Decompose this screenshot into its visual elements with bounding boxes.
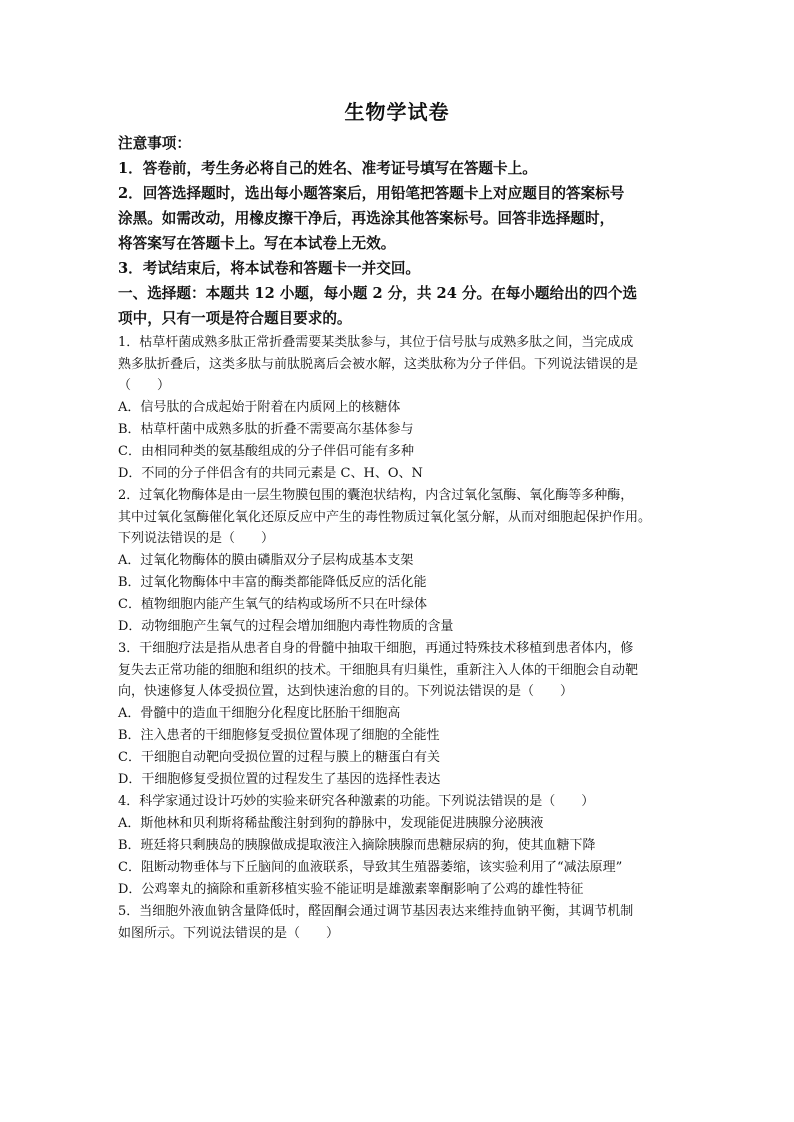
question-3-option-d: D．干细胞修复受损位置的过程发生了基因的选择性表达 bbox=[118, 772, 441, 787]
notice-item: 涂黑。如需改动，用橡皮擦干净后，再选涂其他答案标号。回答非选择题时， bbox=[118, 210, 615, 227]
question-3-stem: 3．干细胞疗法是指从患者自身的骨髓中抽取干细胞，再通过特殊技术移植到患者体内，修 bbox=[118, 641, 634, 656]
question-2-option-b: B．过氧化物酶体中丰富的酶类都能降低反应的活化能 bbox=[118, 575, 427, 590]
question-1-option-b: B．枯草杆菌中成熟多肽的折叠不需要高尔基体参与 bbox=[118, 422, 414, 437]
question-1-option-c: C．由相同种类的氨基酸组成的分子伴侣可能有多种 bbox=[118, 444, 414, 459]
question-3-stem: 复失去正常功能的细胞和组织的技术。干细胞具有归巢性，重新注入人体的干细胞会自动靶 bbox=[118, 663, 639, 678]
question-4-option-b: B．班廷将只剩胰岛的胰腺做成提取液注入摘除胰腺而患糖尿病的狗，使其血糖下降 bbox=[118, 838, 596, 853]
question-1-stem: 熟多肽折叠后，这类多肽与前肽脱离后会被水解，这类肽称为分子伴侣。下列说法错误的是 bbox=[118, 357, 639, 372]
section-heading: 项中，只有一项是符合题目要求的。 bbox=[118, 310, 352, 327]
question-1-stem: 1．枯草杆菌成熟多肽正常折叠需要某类肽参与，其位于信号肽与成熟多肽之间，当完成成 bbox=[118, 335, 634, 350]
page-title: 生物学试卷 bbox=[344, 100, 450, 124]
question-3-option-a: A．骨髓中的造血干细胞分化程度比胚胎干细胞高 bbox=[118, 706, 401, 721]
notice-item: 2．回答选择题时，选出每小题答案后，用铅笔把答题卡上对应题目的答案标号 bbox=[118, 185, 625, 202]
question-2-stem: 下列说法错误的是（ ） bbox=[118, 531, 275, 546]
question-2-option-d: D．动物细胞产生氧气的过程会增加细胞内毒性物质的含量 bbox=[118, 619, 454, 634]
notice-item: 3．考试结束后，将本试卷和答题卡一并交回。 bbox=[118, 260, 421, 277]
question-2-stem: 2．过氧化物酶体是由一层生物膜包围的囊泡状结构，内含过氧化氢酶、氧化酶等多种酶， bbox=[118, 488, 634, 503]
question-1-option-d: D．不同的分子伴侣含有的共同元素是 C、H、O、N bbox=[118, 466, 423, 481]
notice-heading: 注意事项： bbox=[118, 135, 191, 152]
question-2-option-a: A．过氧化物酶体的膜由磷脂双分子层构成基本支架 bbox=[118, 553, 414, 568]
question-3-option-c: C．干细胞自动靶向受损位置的过程与膜上的糖蛋白有关 bbox=[118, 750, 440, 765]
question-1-option-a: A．信号肽的合成起始于附着在内质网上的核糖体 bbox=[118, 400, 401, 415]
notice-item: 1．答卷前，考生务必将自己的姓名、准考证号填写在答题卡上。 bbox=[118, 160, 537, 177]
question-1-stem: （ ） bbox=[118, 378, 171, 393]
question-4-option-c: C．阻断动物垂体与下丘脑间的血液联系，导致其生殖器萎缩，该实验利用了“减法原理” bbox=[118, 860, 623, 875]
question-5-stem: 如图所示。下列说法错误的是（ ） bbox=[118, 926, 340, 941]
question-2-option-c: C．植物细胞内能产生氧气的结构或场所不只在叶绿体 bbox=[118, 597, 427, 612]
question-4-stem: 4．科学家通过设计巧妙的实验来研究各种激素的功能。下列说法错误的是（ ） bbox=[118, 794, 595, 809]
notice-item: 将答案写在答题卡上。写在本试卷上无效。 bbox=[118, 235, 396, 252]
question-5-stem: 5．当细胞外液血钠含量降低时，醛固酮会通过调节基因表达来维持血钠平衡，其调节机制 bbox=[118, 904, 634, 919]
question-3-stem: 向，快速修复人体受损位置，达到快速治愈的目的。下列说法错误的是（ ） bbox=[118, 684, 574, 699]
question-3-option-b: B．注入患者的干细胞修复受损位置体现了细胞的全能性 bbox=[118, 728, 440, 743]
question-4-option-a: A．斯他林和贝利斯将稀盐酸注射到狗的静脉中，发现能促进胰腺分泌胰液 bbox=[118, 816, 544, 831]
question-4-option-d: D．公鸡睾丸的摘除和重新移植实验不能证明是雄激素睾酮影响了公鸡的雄性特征 bbox=[118, 882, 584, 897]
section-heading: 一、选择题：本题共 12 小题，每小题 2 分，共 24 分。在每小题给出的四个选 bbox=[118, 285, 638, 302]
question-2-stem: 其中过氧化氢酶催化氧化还原反应中产生的毒性物质过氧化氢分解，从而对细胞起保护作用。 bbox=[118, 510, 652, 525]
